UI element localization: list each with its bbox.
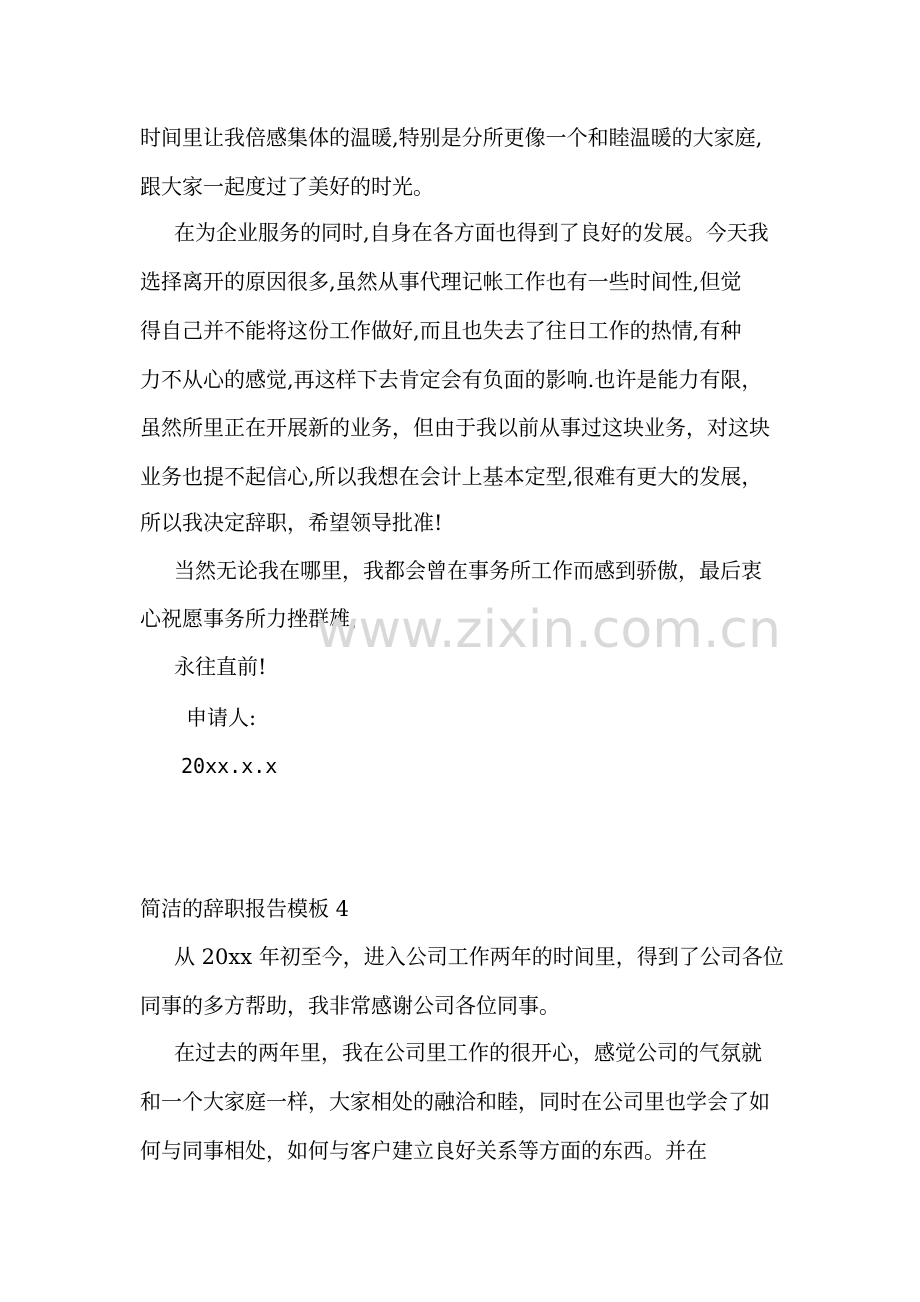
paragraph-line: 选择离开的原因很多,虽然从事代理记帐工作也有一些时间性,但觉 — [140, 270, 742, 294]
paragraph-line: 虽然所里正在开展新的业务，但由于我以前从事过这块业务，对这块 — [140, 416, 770, 440]
paragraph-line: 何与同事相处，如何与客户建立良好关系等方面的东西。并在 — [140, 1139, 707, 1163]
applicant-label: 申请人: — [186, 706, 257, 730]
paragraph-line: 业务也提不起信心,所以我想在会计上基本定型,很难有更大的发展， — [140, 465, 763, 489]
paragraph-line: 心祝愿事务所力挫群雄， — [140, 607, 371, 631]
paragraph-line: 从 20xx 年初至今，进入公司工作两年的时间里，得到了公司各位 — [174, 945, 784, 969]
paragraph-line: 当然无论我在哪里，我都会曾在事务所工作而感到骄傲，最后衷 — [174, 559, 762, 583]
paragraph-line: 和一个大家庭一样，大家相处的融洽和睦，同时在公司里也学会了如 — [140, 1090, 770, 1114]
paragraph-line: 得自己并不能将这份工作做好,而且也失去了往日工作的热情,有种 — [140, 319, 742, 343]
paragraph-line: 所以我决定辞职，希望领导批准! — [140, 511, 443, 535]
paragraph-line: 在过去的两年里，我在公司里工作的很开心，感觉公司的气氛就 — [174, 1041, 762, 1065]
section-heading: 简洁的辞职报告模板 4 — [140, 897, 350, 921]
paragraph-line: 同事的多方帮助，我非常感谢公司各位同事。 — [140, 994, 560, 1018]
closing-line: 永往直前! — [174, 655, 267, 679]
paragraph-line: 力不从心的感觉,再这样下去肯定会有负面的影响.也许是能力有限， — [140, 368, 763, 392]
paragraph-line: 在为企业服务的同时,自身在各方面也得到了良好的发展。今天我 — [174, 221, 769, 245]
paragraph-line: 跟大家一起度过了美好的时光。 — [140, 175, 434, 199]
date-line: 20xx.x.x — [181, 754, 278, 778]
watermark-text: www.zixin.com.cn — [316, 600, 781, 660]
paragraph-line: 时间里让我倍感集体的温暖,特别是分所更像一个和睦温暖的大家庭, — [140, 126, 763, 150]
